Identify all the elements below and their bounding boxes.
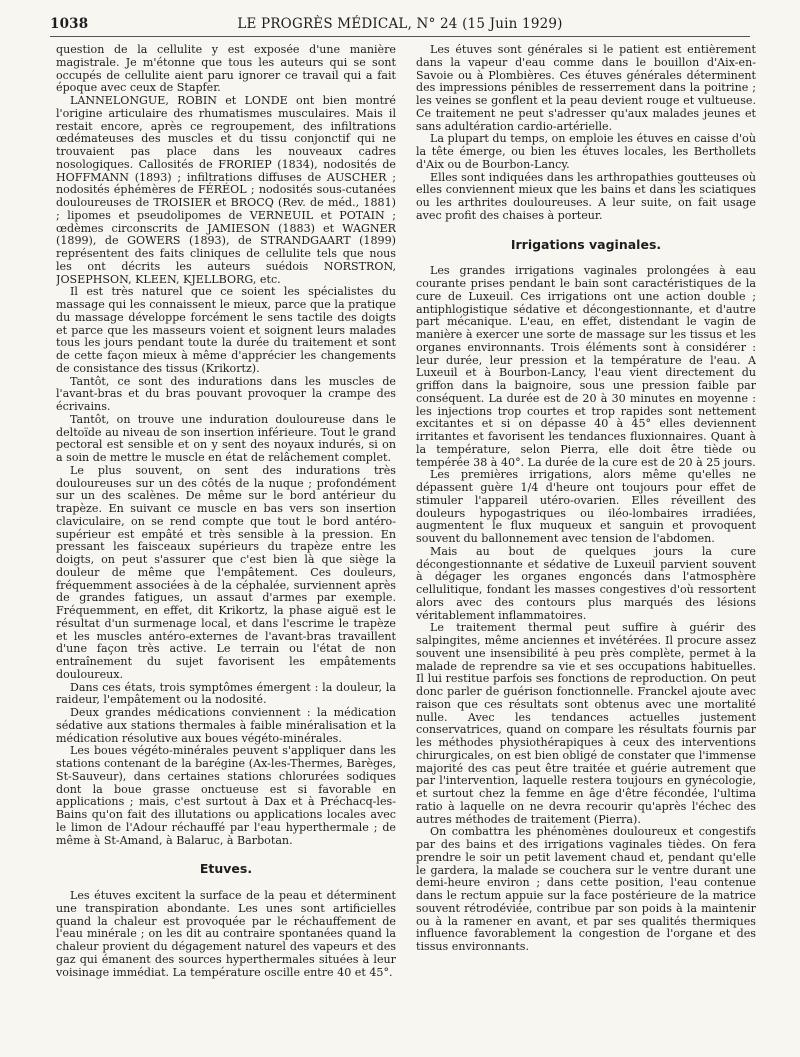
section-heading-etuves: Etuves.: [199, 861, 253, 877]
right-column: [416, 44, 756, 1027]
paragraph: Deux grandes médications conviennent : la médication sédative aux stations thermales à faible minéralisation et la médication résolutive aux boues végéto-minérales.: [56, 706, 396, 745]
paragraph: Mais au bout de quelques jours la cure décongestionnante et sédative de Luxeuil parvient souvent à dégager les organes engoncés dans l'atmosphère cellulitique, fondant les masses congestives d'où ressortent alors avec des contours plus marqués des lésions véritablement inflammatoires.: [416, 544, 756, 622]
paragraph: Les étuves excitent la surface de la peau et déterminent une transpiration abondante. Les unes sont artificielles quand la chaleur est provoquée par le réchauffement de l'eau minérale ; on les dit au contraire spontanées quand la chaleur provient du dégagement naturel des vapeurs et des gaz qui émanent des sources hyperthermales situées à leur voisinage immédiat. La température oscille entre 40 et 45°.: [56, 889, 396, 979]
paragraph: Les grandes irrigations vaginales prolongées à eau courante prises pendant le bain sont caractéristiques de la cure de Luxeuil. Ces irrigations ont une action double ; antiphlogistique sédative et décongestionnante, et d'autre part mécanique. L'eau, en effet, distendant le vagin de manière à exercer une sorte de massage sur les tissus et les organes environnants. Trois éléments sont à considérer : leur durée, leur pression et la température de l'eau. A Luxeuil et à Bourbon-Lancy, l'eau vient directement du griffon dans la baignoire, sous une pression faible par conséquent. La durée est de 20 à 30 minutes en moyenne : les injections trop courtes et trop rapides sont nettement excitantes et si on dépasse 40 à 45° elles deviennent irritantes et favorisent les tendances fluxionnaires. Quant à la température, selon Pierra, elle doit être tiède ou tempérée 38 à 40°. La durée de la cure est de 20 à 25 jours.: [416, 264, 756, 469]
page-number: 1038: [50, 16, 89, 32]
paragraph: Tantôt, on trouve une induration douloureuse dans le deltoïde au niveau de son insertion inférieure. Tout le grand pectoral est sensible et on y sent des noyaux indurés, si on a soin de mettre le muscle en état de relâchement complet.: [56, 412, 396, 464]
running-header: [50, 14, 750, 37]
paragraph: Elles sont indiquées dans les arthropathies goutteuses où elles conviennent mieux que les bains et dans les sciatiques ou les arthrites douloureuses. A leur suite, on fait usage avec profit des chaises à porteur.: [416, 170, 756, 222]
paragraph: Les boues végéto-minérales peuvent s'appliquer dans les stations contenant de la barégine (Ax-les-Thermes, Barèges, St-Sauveur), dans certaines stations chlorurées sodiques dont la boue grasse onctueuse est si favorable en applications ; mais, c'est surtout à Dax et à Préchacq-les-Bains qu'on fait des illutations ou applications locales avec le limon de l'Adour réchauffé par l'eau hyperthermale ; de même à St-Amand, à Balaruc, à Barbotan.: [56, 744, 396, 847]
left-column: [56, 44, 396, 1027]
paragraph: Le plus souvent, on sent des indurations très douloureuses sur un des côtés de la nuque ; profondément sur un des scalènes. De même sur le bord antérieur du trapèze. En suivant ce muscle en bas vers son insertion claviculaire, on se rend compte que tout le bord antéro-supérieur est empâté et très sensible à la pression. En pressant les faisceaux supérieurs du trapèze entre les doigts, on peut s'assurer que c'est bien là que siège la douleur de même que l'empâtement. Ces douleurs, fréquemment associées à de la céphalée, surviennent après de grandes fatigues, un assaut d'armes par exemple. Fréquemment, en effet, dit Krikortz, la phase aiguë est le résultat d'un surmenage local, et dans l'escrime le trapèze et les muscles antéro-externes de l'avant-bras travaillent d'une façon très active. Le terrain ou l'état de non entraînement du sujet favorisent les empâtements douloureux.: [56, 463, 396, 681]
paragraph: Dans ces états, trois symptômes émergent : la douleur, la raideur, l'empâtement ou la nodosité.: [56, 680, 396, 707]
paragraph: Il est très naturel que ce soient les spécialistes du massage qui les connaissent le mieux, parce que la pratique du massage développe forcément le sens tactile des doigts et parce que les masseurs voient et soignent leurs malades tous les jours pendant toute la durée du traitement et sont de cette façon mieux à même d'apprécier les changements de consistance des tissus (Krikortz).: [56, 285, 396, 375]
paragraph: La plupart du temps, on emploie les étuves en caisse d'où la tête émerge, ou bien les étuves locales, les Berthollets d'Aix ou de Bourbon-Lancy.: [416, 132, 756, 171]
paragraph: Tantôt, ce sont des indurations dans les muscles de l'avant-bras et du bras pouvant provoquer la crampe des écrivains.: [56, 374, 396, 413]
running-title: LE PROGRÈS MÉDICAL, N° 24 (15 Juin 1929): [237, 16, 563, 32]
section-heading-irrigations: Irrigations vaginales.: [510, 236, 662, 252]
paragraph: Le traitement thermal peut suffire à guérir des salpingites, même anciennes et invétérées. Il procure assez souvent une insensibilité à peu près complète, permet à la malade de reprendre sa vie et ses occupations habituelles. Il lui restitue parfois ses fonctions de reproduction. On peut donc parler de guérison fonctionnelle. Franckel ajoute avec raison que ces résultats sont obtenus avec une mortalité nulle. Avec les tendances actuelles justement conservatrices, quand on compare les résultats fournis par les méthodes physiothérapiques à ceux des interventions chirurgicales, on est bien obligé de constater que l'immense majorité des cas peut être traitée et guérie autrement que par l'intervention, laquelle restera toujours en gynécologie, et surtout chez la femme en âge d'être fécondée, l'ultima ratio à laquelle on ne devra recourir qu'après l'échec des autres méthodes de traitement (Pierra).: [416, 621, 756, 826]
paragraph: Les étuves sont générales si le patient est entièrement dans la vapeur d'eau comme dans le bouillon d'Aix-en-Savoie ou à Plombières. Ces étuves générales déterminent des impressions pénibles de resserrement dans la poitrine ; les veines se gonflent et la peau devient rouge et vultueuse. Ce traitement ne peut s'adresser qu'aux malades jeunes et sans adultération cardio-artérielle.: [416, 44, 756, 133]
paragraph: question de la cellulite y est exposée d'une manière magistrale. Je m'étonne que tous les auteurs qui se sont occupés de cellulite aient paru ignorer ce travail qui a fait époque avec ceux de Stapfer.: [56, 44, 396, 95]
paragraph: On combattra les phénomènes douloureux et congestifs par des bains et des irrigations vaginales tièdes. On fera prendre le soir un petit lavement chaud et, pendant qu'elle le gardera, la malade se couchera sur le ventre durant une demi-heure environ ; dans cette position, l'eau contenue dans le rectum appuie sur la face postérieure de la matrice souvent rétrodéviée, contribue par son poids à la maintenir ou à la ramener en avant, et par ses qualités thermiques influence favorablement la congestion de l'organe et des tissus environnants.: [416, 825, 756, 953]
paragraph: Les premières irrigations, alors même qu'elles ne dépassent guère 1/4 d'heure ont toujours pour effet de stimuler l'appareil utéro-ovarien. Elles réveillent des douleurs hypogastriques ou iléo-lombaires irradiées, augmentent le flux muqueux et sanguin et provoquent souvent du ballonnement avec tension de l'abdomen.: [416, 468, 756, 545]
paragraph: LANNELONGUE, ROBIN et LONDE ont bien montré l'origine articulaire des rhumatismes musculaires. Mais il restait encore, après ce regroupement, des infiltrations œdémateuses des muscles et du tissu conjonctif qui ne trouvaient pas place dans les nouveaux cadres nosologiques. Callosités de FRORIEP (1834), nodosités de HOFFMANN (1893) ; infiltrations diffuses de AUSCHER ; nodosités éphémères de FÉRÉOL ; nodosités sous-cutanées douloureuses de TROISIER et BROCQ (Rev. de méd., 1881) ; lipomes et pseudolipomes de VERNEUIL et POTAIN ; œdèmes circonscrits de JAMIESON (1883) et WAGNER (1899), de GOWERS (1893), de STRANDGAART (1899) représentent des faits cliniques de cellulite tels que nous les ont décrits les auteurs suédois NORSTRON, JOSEPHSON, KLEEN, KJELLBORG, etc.: [56, 94, 396, 286]
